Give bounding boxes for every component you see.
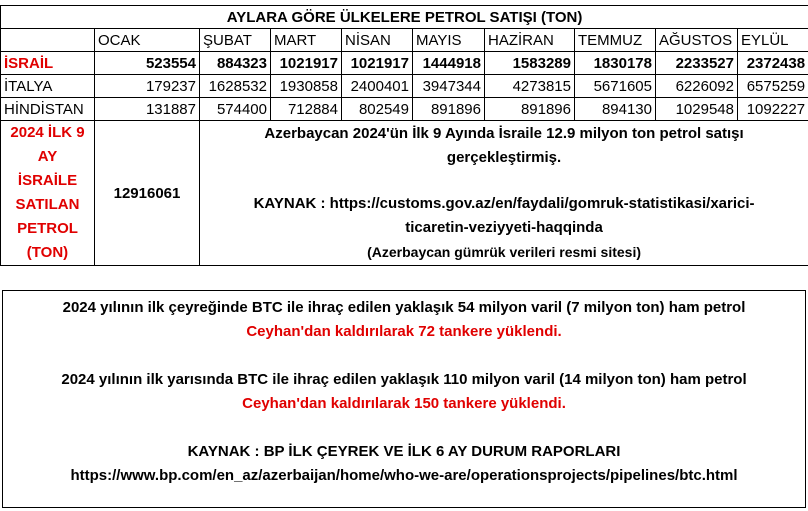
table-cell: 1021917 — [271, 52, 342, 75]
table-cell: 1628532 — [200, 75, 271, 98]
source-line: ticaretin-veziyyeti-haqqinda — [405, 219, 603, 236]
table-cell: 1029548 — [656, 98, 738, 121]
table-cell: 6575259 — [738, 75, 808, 98]
table-cell: 2400401 — [342, 75, 413, 98]
table-title: AYLARA GÖRE ÜLKELERE PETROL SATIŞI (TON) — [1, 6, 808, 29]
table-cell: 891896 — [413, 98, 485, 121]
month-header: AĞUSTOS — [656, 29, 738, 52]
table-cell: 1583289 — [485, 52, 575, 75]
table-cell: 802549 — [342, 98, 413, 121]
month-header: OCAK — [95, 29, 200, 52]
table-cell: 523554 — [95, 52, 200, 75]
summary-note — [200, 121, 808, 266]
table-cell: 574400 — [200, 98, 271, 121]
summary-label-line: İSRAİLE — [17, 172, 78, 189]
table-cell: 6226092 — [656, 75, 738, 98]
country-name: İSRAİL — [1, 52, 95, 75]
spacer — [3, 416, 805, 440]
table-cell: 3947344 — [413, 75, 485, 98]
table-cell: 891896 — [485, 98, 575, 121]
note-line: gerçekleştirmiş. — [446, 149, 562, 166]
bp-para2-text: 2024 yılının ilk yarısında BTC ile ihraç edilen yaklaşık 110 milyon varil (14 milyon ton) ham petrol — [61, 371, 747, 388]
month-header-row — [1, 29, 808, 52]
bp-para2-highlight: Ceyhan'dan kaldırılarak 150 tankere yüklendi. — [242, 395, 566, 412]
table-cell: 2372438 — [738, 52, 808, 75]
spacer — [3, 344, 805, 368]
summary-row — [1, 121, 808, 266]
table-cell: 1830178 — [575, 52, 656, 75]
month-header: TEMMUZ — [575, 29, 656, 52]
bp-source-title: KAYNAK : BP İLK ÇEYREK VE İLK 6 AY DURUM RAPORLARI — [187, 443, 621, 460]
source-line: KAYNAK : https://customs.gov.az/en/faydali/gomruk-statistikasi/xarici- — [253, 195, 755, 212]
summary-label-line: SATILAN — [15, 196, 80, 213]
oil-sales-table — [0, 5, 808, 266]
table-cell: 179237 — [95, 75, 200, 98]
table-cell: 712884 — [271, 98, 342, 121]
bp-source-url: https://www.bp.com/en_az/azerbaijan/home/who-we-are/operationsprojects/pipelines/btc.html — [70, 467, 738, 484]
bp-para1-text: 2024 yılının ilk çeyreğinde BTC ile ihraç edilen yaklaşık 54 milyon varil (7 milyon ton) ham petrol — [62, 299, 746, 316]
header-corner — [1, 29, 95, 52]
source-description: (Azerbaycan gümrük verileri resmi sitesi) — [367, 244, 641, 260]
table-row-israil — [1, 52, 808, 75]
summary-label-line: 2024 İLK 9 — [10, 124, 85, 141]
summary-label-line: (TON) — [26, 244, 69, 261]
note-spacer — [203, 170, 805, 192]
month-header: EYLÜL — [738, 29, 808, 52]
month-header: HAZİRAN — [485, 29, 575, 52]
month-header: NİSAN — [342, 29, 413, 52]
table-cell: 884323 — [200, 52, 271, 75]
country-name: İTALYA — [1, 75, 95, 98]
bp-info-box — [2, 290, 806, 508]
month-header: ŞUBAT — [200, 29, 271, 52]
month-header: MAYIS — [413, 29, 485, 52]
note-line: Azerbaycan 2024'ün İlk 9 Ayında İsraile 12.9 milyon ton petrol satışı — [264, 125, 744, 142]
table-cell: 894130 — [575, 98, 656, 121]
summary-total: 12916061 — [95, 121, 200, 266]
table-cell: 1444918 — [413, 52, 485, 75]
table-cell: 2233527 — [656, 52, 738, 75]
summary-label-line: PETROL — [17, 220, 78, 237]
table-cell: 1930858 — [271, 75, 342, 98]
bp-para1-highlight: Ceyhan'dan kaldırılarak 72 tankere yüklendi. — [246, 323, 562, 340]
table-row-hindistan — [1, 98, 808, 121]
table-cell: 1092227 — [738, 98, 808, 121]
month-header: MART — [271, 29, 342, 52]
table-row-italya — [1, 75, 808, 98]
table-cell: 5671605 — [575, 75, 656, 98]
table-cell: 131887 — [95, 98, 200, 121]
summary-label — [1, 121, 95, 266]
country-name: HİNDİSTAN — [1, 98, 95, 121]
table-cell: 1021917 — [342, 52, 413, 75]
summary-label-line: AY — [37, 148, 58, 165]
table-cell: 4273815 — [485, 75, 575, 98]
